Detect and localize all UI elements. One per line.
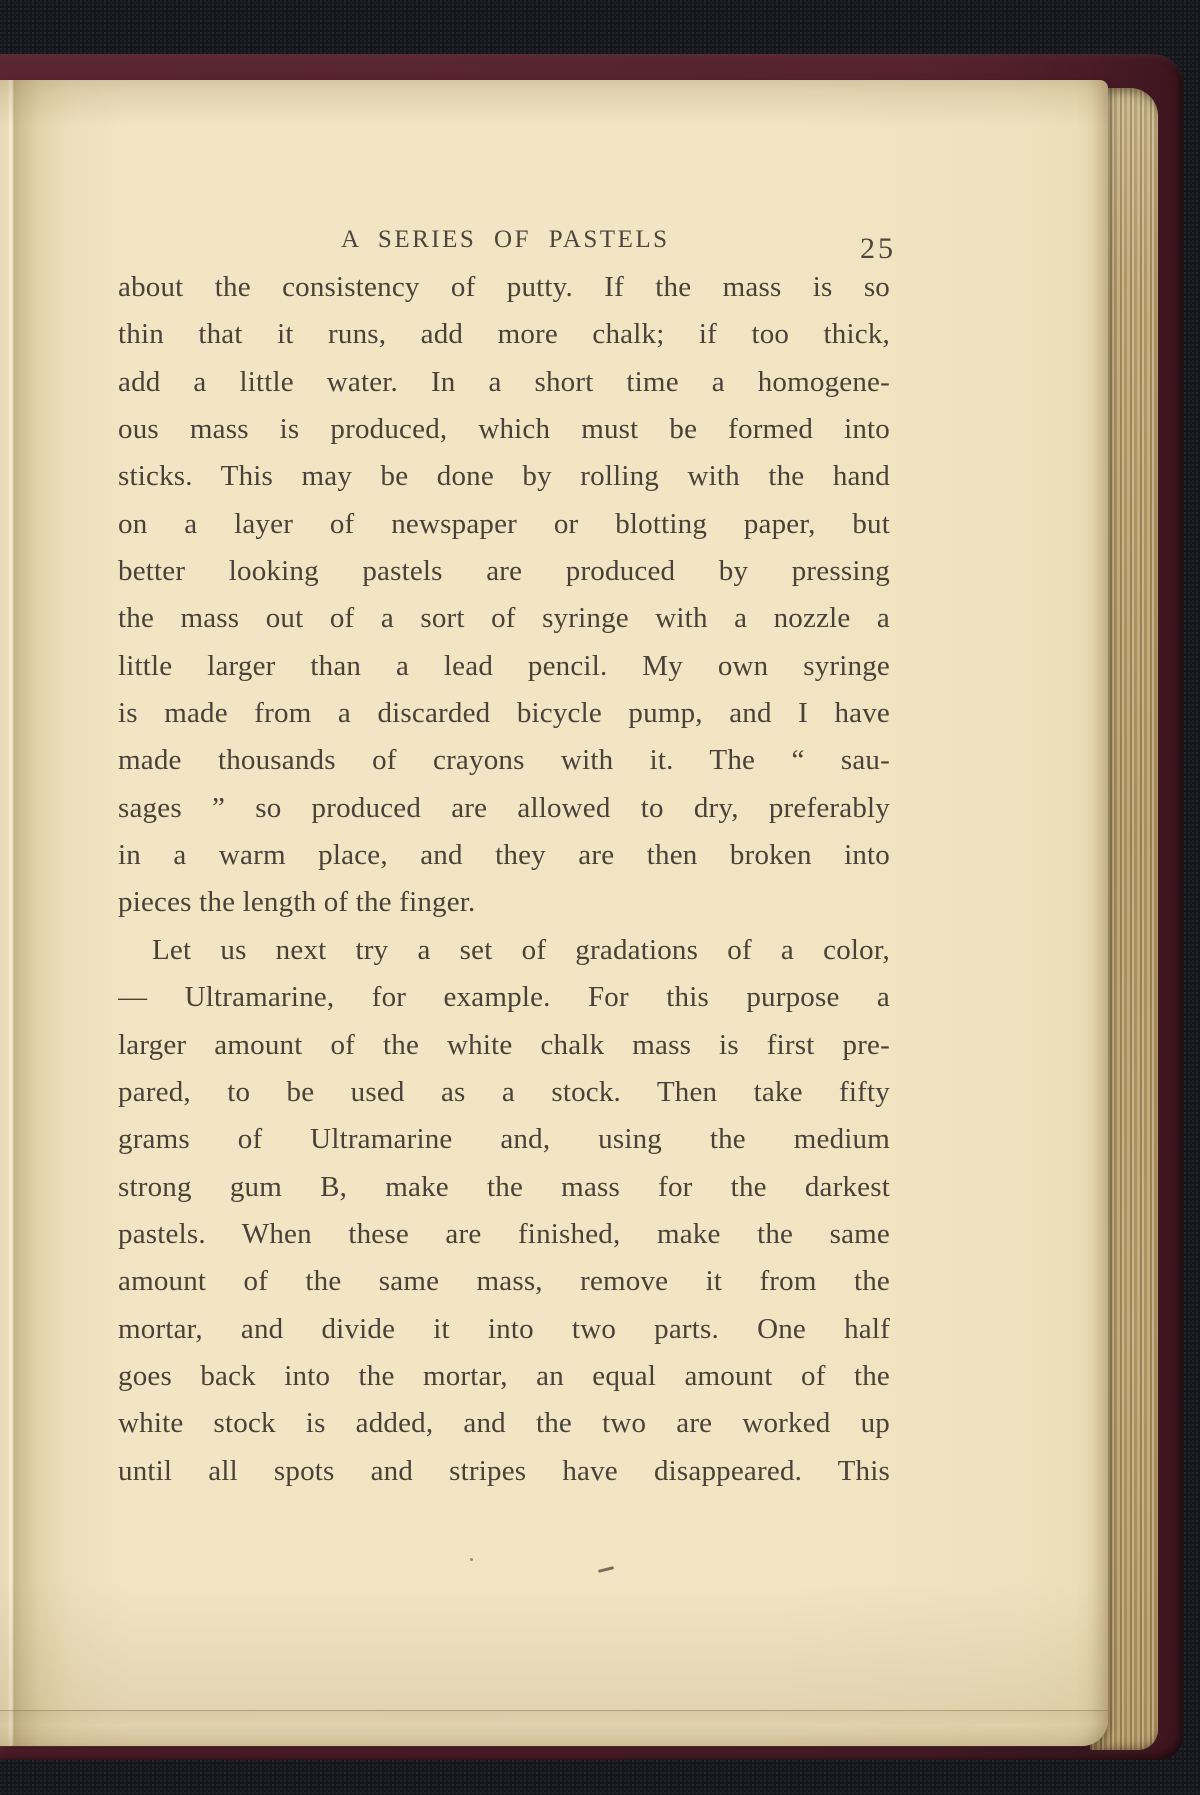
text-line: on a layer of newspaper or blotting paper, but [118,507,890,540]
text-line: strong gum B, make the mass for the darkest [118,1170,890,1203]
stray-ink-mark [598,1566,614,1573]
body-text [118,264,890,1495]
text-line: amount of the same mass, remove it from the [118,1265,890,1298]
text-line: mortar, and divide it into two parts. One half [118,1312,890,1345]
text-line: is made from a discarded bicycle pump, and I have [118,697,890,730]
text-line: larger amount of the white chalk mass is first pre- [118,1028,890,1061]
text-line: little larger than a lead pencil. My own syringe [118,649,890,682]
text-line: until all spots and stripes have disappeared. This [118,1454,890,1487]
text-line: thin that it runs, add more chalk; if too thick, [118,318,890,351]
text-line: grams of Ultramarine and, using the medium [118,1123,890,1156]
text-line: white stock is added, and the two are worked up [118,1407,890,1440]
text-line: the mass out of a sort of syringe with a nozzle a [118,602,890,635]
running-header: A SERIES OF PASTELS [341,226,670,253]
text-line: pared, to be used as a stock. Then take fifty [118,1075,890,1108]
text-line: sticks. This may be done by rolling with the hand [118,460,890,493]
text-line: in a warm place, and they are then broken into [118,839,890,872]
text-line: ous mass is produced, which must be formed into [118,413,890,446]
text-line: add a little water. In a short time a homogene- [118,365,890,398]
text-line: about the consistency of putty. If the mass is so [118,271,890,303]
page-bottom-crease [0,1710,1108,1747]
text-line: made thousands of crayons with it. The “ sau- [118,744,890,777]
text-line: sages ” so produced are allowed to dry, preferably [118,791,890,824]
page-number: 25 [860,232,896,265]
text-line: better looking pastels are produced by pressing [118,555,890,588]
text-line: Let us next try a set of gradations of a color, [152,933,890,966]
book-page [0,80,1108,1746]
text-line: pieces the length of the finger. [118,886,476,919]
text-line: pastels. When these are finished, make the same [118,1217,890,1250]
paper-speck [470,1558,473,1561]
text-line: goes back into the mortar, an equal amount of the [118,1359,890,1392]
text-line: — Ultramarine, for example. For this purpose a [118,981,890,1014]
